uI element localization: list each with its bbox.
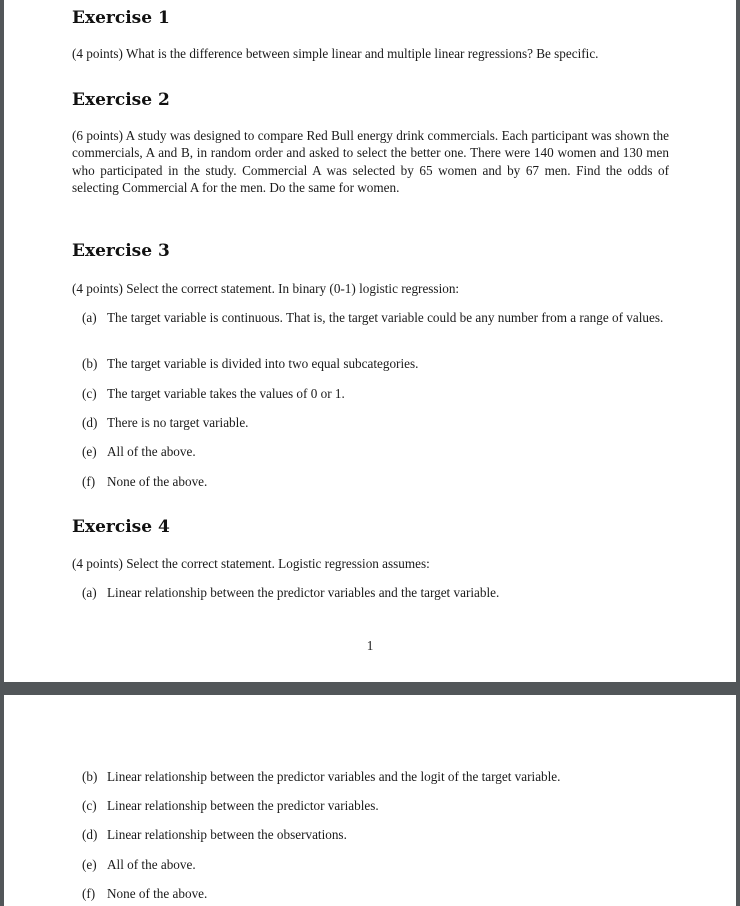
option-text: Linear relationship between the observations. (107, 827, 347, 842)
option-label: (f) (82, 886, 96, 901)
option-text: None of the above. (107, 886, 208, 901)
exercise-3-option-e (82, 443, 670, 460)
option-text: Linear relationship between the predictor variables. (107, 798, 379, 813)
option-label: (c) (82, 798, 97, 813)
option-label: (e) (82, 857, 97, 872)
exercise-4-text: (4 points) Select the correct statement. Logistic regression assumes: (72, 556, 430, 571)
option-text: All of the above. (107, 444, 196, 459)
option-label: (b) (82, 356, 98, 371)
option-text: The target variable takes the values of 0 or 1. (107, 386, 345, 401)
option-text: Linear relationship between the predictor variables and the logit of the target variable. (107, 769, 561, 784)
exercise-2-text: (6 points) A study was designed to compare Red Bull energy drink commercials. Each participant was shown the commercials, A and B, in random order and asked to select the better one. There were 140 women and 130 men who participated in the study. Commercial A was selected by 65 women and by 67 men. Find the odds of selecting Commercial A for the men. Do the same for women. (72, 128, 669, 195)
option-text: The target variable is continuous. That is, the target variable could be any number from a range of values. (107, 310, 664, 325)
option-text: All of the above. (107, 857, 196, 872)
option-label: (a) (82, 585, 97, 600)
exercise-3-option-d (82, 414, 670, 431)
exercise-4-heading: Exercise 4 (72, 517, 170, 537)
option-text: None of the above. (107, 474, 208, 489)
option-label: (a) (82, 310, 97, 325)
option-label: (c) (82, 386, 97, 401)
option-label: (d) (82, 827, 98, 842)
option-text: The target variable is divided into two equal subcategories. (107, 356, 419, 371)
exercise-3-option-b (82, 355, 670, 372)
option-label: (f) (82, 474, 96, 489)
page-number: 1 (366, 638, 374, 653)
exercise-3-text: (4 points) Select the correct statement. In binary (0-1) logistic regression: (72, 281, 460, 296)
exercise-3-option-f (82, 473, 670, 490)
document-page-1 (4, 0, 736, 682)
exercise-4-option-d (82, 826, 670, 843)
exercise-2-heading: Exercise 2 (72, 90, 170, 110)
exercise-4-option-e (82, 856, 670, 873)
exercise-3-option-c (82, 385, 670, 402)
option-text: Linear relationship between the predictor variables and the target variable. (107, 585, 500, 600)
exercise-3-option-a (82, 309, 670, 326)
exercise-1-heading: Exercise 1 (72, 8, 170, 28)
exercise-4-option-b (82, 768, 670, 785)
exercise-3-heading: Exercise 3 (72, 241, 170, 261)
exercise-4-option-c (82, 797, 670, 814)
option-label: (b) (82, 769, 98, 784)
exercise-1-text: (4 points) What is the difference between simple linear and multiple linear regressions? Be specific. (72, 46, 599, 61)
document-page-2 (4, 695, 736, 906)
exercise-4-option-a (82, 584, 670, 601)
option-label: (d) (82, 415, 98, 430)
option-text: There is no target variable. (107, 415, 249, 430)
exercise-4-option-f (82, 885, 670, 902)
option-label: (e) (82, 444, 97, 459)
